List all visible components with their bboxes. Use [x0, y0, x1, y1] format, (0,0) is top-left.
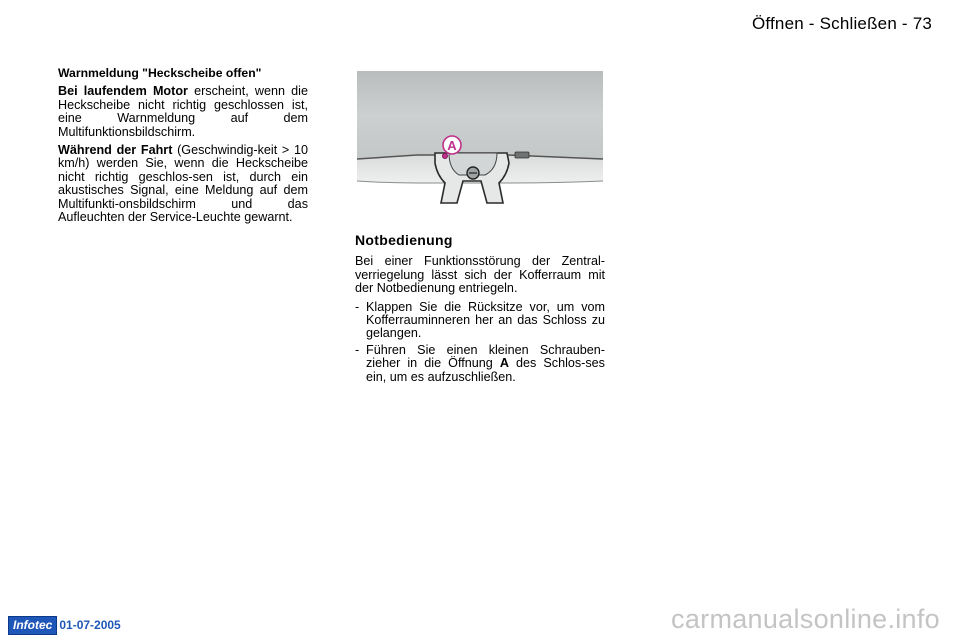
engine-running-text: erscheint, wenn die Heckscheibe nicht richtig geschlossen ist, eine Warnmeldung auf dem Multifunktionsbildschirm. [58, 84, 308, 139]
instruction-list [355, 301, 605, 384]
footer [8, 616, 121, 634]
warning-paragraph-driving [58, 144, 308, 224]
emergency-heading: Notbedienung [355, 232, 453, 248]
while-driving-label: Während der Fahrt [58, 143, 173, 158]
warning-paragraph-engine [58, 85, 308, 139]
emergency-intro: Bei einer Funktionsstörung der Zentral-verriegelung lässt sich der Kofferraum mit der Notbedienung entriegeln. [355, 254, 605, 296]
emergency-section [355, 234, 605, 387]
list-dash: - [355, 342, 360, 357]
warning-section [58, 67, 308, 229]
list-item-text-pre: Führen Sie einen kleinen Schrauben-zieher in die Öffnung [366, 342, 605, 371]
list-item [355, 301, 605, 341]
footer-date: 01-07-2005 [59, 618, 121, 632]
list-dash: - [355, 299, 360, 314]
engine-running-label: Bei laufendem Motor [58, 84, 188, 99]
while-driving-text: (Geschwindig-keit > 10 km/h) werden Sie, wenn die Heckscheibe nicht richtig geschlos-sen ist, durch ein akustisches Signal, eine Meldung auf dem Multifunkti-onsbildschirm und das Aufleuchten der Service-Leuchte gewarnt. [58, 143, 308, 225]
page-title: Öffnen - Schließen - 73 [751, 14, 932, 33]
infotec-logo: Infotec [8, 616, 57, 635]
list-item-text: Klappen Sie die Rücksitze vor, um vom Kofferrauminneren her an das Schloss zu gelangen. [366, 299, 605, 341]
marker-a-label: A [447, 138, 457, 153]
opening-a-label: A [499, 356, 509, 371]
watermark: carmanualsonline.info [671, 604, 940, 634]
warning-heading: Warnmeldung "Heckscheibe offen" [58, 66, 262, 80]
list-item [355, 344, 605, 384]
list-item-text-post: des Schlos-ses ein, um es aufzuschließen. [366, 356, 605, 384]
trunk-lock-illustration [357, 71, 603, 210]
